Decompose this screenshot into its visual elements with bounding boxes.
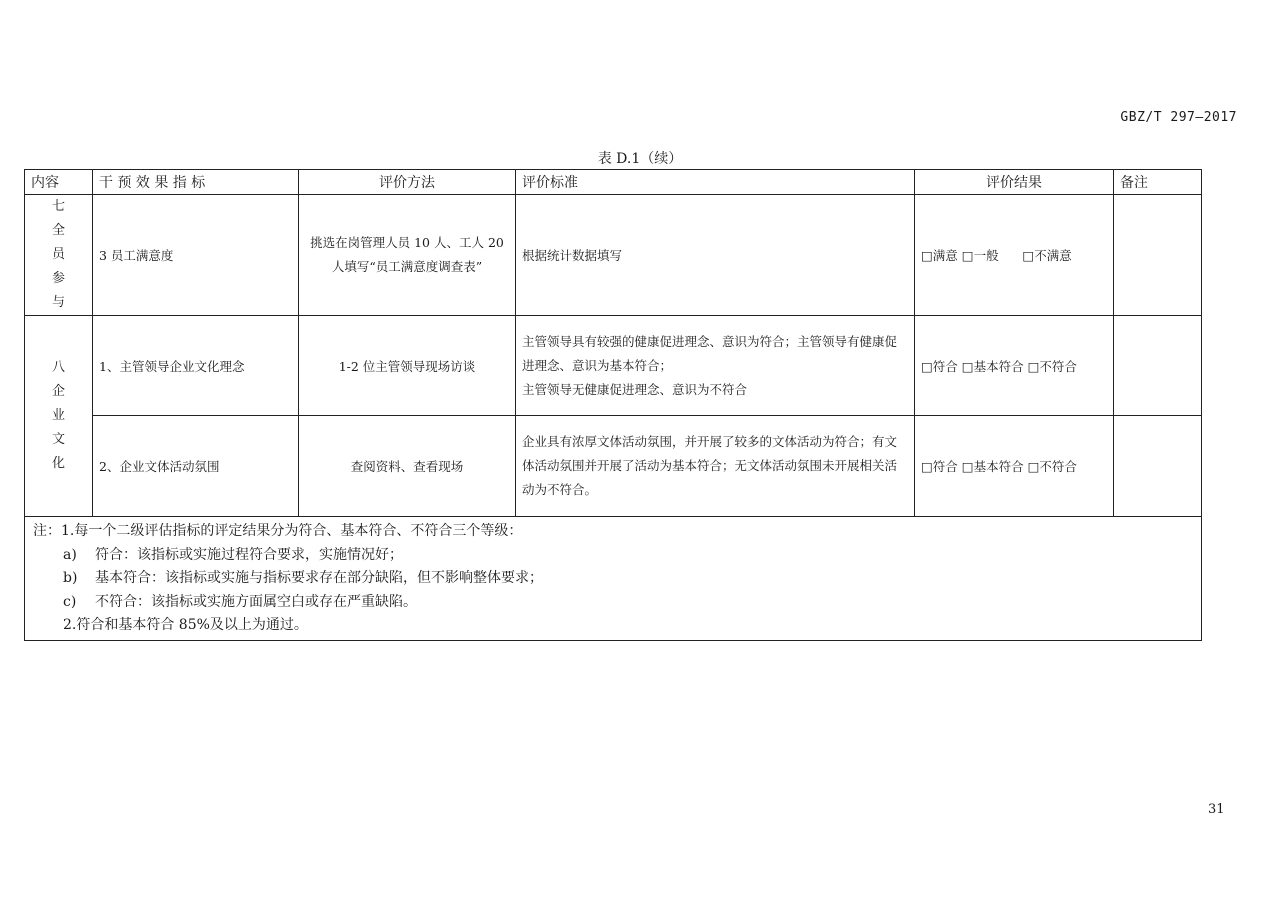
note-item-text: 基本符合：该指标或实施与指标要求存在部分缺陷，但不影响整体要求；: [95, 570, 543, 587]
standard-cell: 根据统计数据填写: [516, 195, 915, 316]
note-item-text: 符合：该指标或实施过程符合要求，实施情况好；: [95, 546, 403, 563]
note-item-label: c): [63, 593, 77, 610]
col-header-indicator: 干 预 效 果 指 标: [93, 170, 299, 195]
note-item-label: b): [63, 570, 78, 587]
method-cell: 查阅资料、查看现场: [299, 416, 516, 517]
result-cell: □符合 □基本符合 □不符合: [915, 416, 1114, 517]
content-char: 八: [51, 360, 65, 375]
content-char: 员: [51, 247, 65, 262]
indicator-cell: 1、主管领导企业文化理念: [93, 316, 299, 416]
note-item-b: [33, 567, 1193, 591]
table-row: [25, 416, 1202, 517]
method-cell: 挑选在岗管理人员 10 人、工人 20 人填写“员工满意度调查表”: [299, 195, 516, 316]
notes-row: [25, 517, 1202, 641]
content-char: 参: [51, 271, 65, 286]
content-char: 与: [51, 295, 65, 310]
remark-cell: [1114, 195, 1202, 316]
indicator-cell: 2、企业文体活动氛围: [93, 416, 299, 517]
note-line-1: 注：1.每一个二级评估指标的评定结果分为符合、基本符合、不符合三个等级：: [33, 523, 523, 539]
result-cell: □满意 □一般 □不满意: [915, 195, 1114, 316]
indicator-cell: 3 员工满意度: [93, 195, 299, 316]
col-header-remark: 备注: [1114, 170, 1202, 195]
remark-cell: [1114, 416, 1202, 517]
note-item-label: a): [63, 546, 77, 563]
note-item-c: [33, 591, 1193, 615]
col-header-result: 评价结果: [915, 170, 1114, 195]
table-row: [25, 316, 1202, 416]
standard-cell: [516, 316, 915, 416]
content-char: 业: [51, 408, 65, 423]
note-item-text: 不符合：该指标或实施方面属空白或存在严重缺陷。: [95, 593, 417, 610]
standard-code: GBZ/T 297—2017: [1120, 110, 1237, 125]
notes-cell: [25, 517, 1202, 641]
content-char: 企: [51, 384, 65, 399]
content-char: 全: [51, 223, 65, 238]
remark-cell: [1114, 316, 1202, 416]
method-cell: 1-2 位主管领导现场访谈: [299, 316, 516, 416]
content-char: 化: [51, 456, 65, 471]
col-header-method: 评价方法: [299, 170, 516, 195]
content-char: 七: [51, 199, 65, 214]
evaluation-table: [24, 169, 1202, 641]
content-char: 文: [51, 432, 65, 447]
table-header-row: [25, 170, 1202, 195]
result-cell: □符合 □基本符合 □不符合: [915, 316, 1114, 416]
content-cell-group8: [25, 316, 93, 517]
table-row: [25, 195, 1202, 316]
col-header-standard: 评价标准: [516, 170, 915, 195]
note-line-2: 2.符合和基本符合 85%及以上为通过。: [63, 617, 308, 634]
page-number: 31: [1208, 802, 1225, 817]
note-item-a: [33, 544, 1193, 568]
standard-cell: 企业具有浓厚文体活动氛围，并开展了较多的文体活动为符合；有文体活动氛围并开展了活动为基本符合；无文体活动氛围未开展相关活动为不符合。: [516, 416, 915, 517]
content-cell-group7: [25, 195, 93, 316]
table-caption: 表 D.1（续）: [597, 151, 683, 167]
standard-line: 主管领导无健康促进理念、意识为不符合: [522, 381, 748, 397]
col-header-content: 内容: [25, 170, 93, 195]
standard-line: 主管领导具有较强的健康促进理念、意识为符合；主管领导有健康促进理念、意识为基本符合；: [522, 333, 898, 373]
